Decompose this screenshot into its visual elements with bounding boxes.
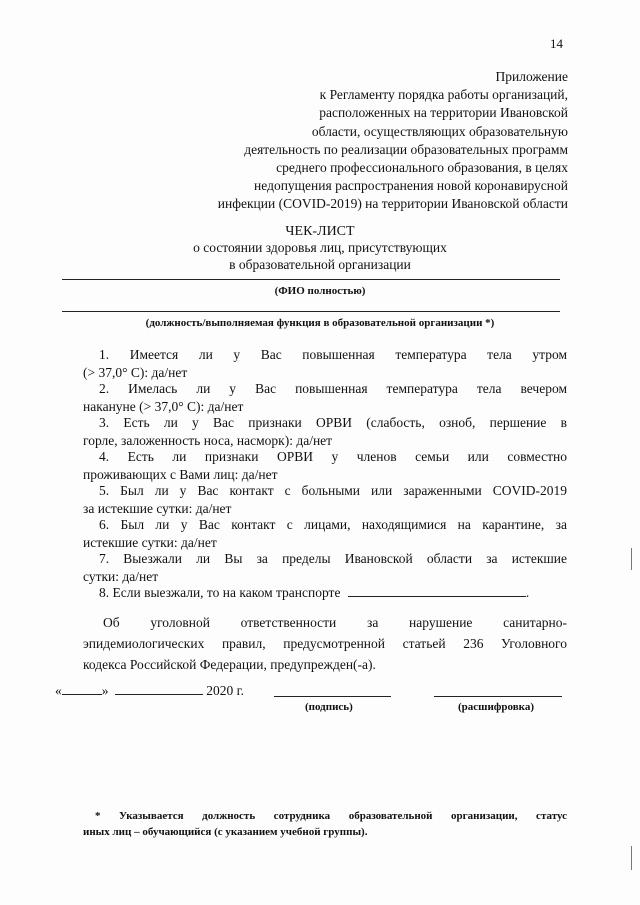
question-item (83, 380, 567, 416)
question-text: 7. Выезжали ли Вы за пределы Ивановской области за истекшие (99, 551, 567, 566)
fio-caption: (ФИО полностью) (274, 285, 366, 297)
scan-edge-mark (631, 846, 632, 870)
open-quote: « (55, 683, 62, 698)
question-text: проживающих с Вами лиц: да/нет (83, 467, 278, 482)
day-field[interactable] (62, 684, 102, 695)
question-text: 8. Если выезжали, то на каком транспорте (99, 585, 341, 600)
question-item (83, 448, 567, 484)
position-line (62, 311, 560, 312)
question-text: (> 37,0° С): да/нет (83, 365, 188, 380)
question-item (83, 550, 567, 586)
date-line (55, 683, 244, 699)
question-text: 1. Имеется ли у Вас повышенная температура тела утром (99, 347, 567, 362)
question-text: истекшие сутки: да/нет (83, 535, 217, 550)
question-item (83, 584, 567, 602)
signature-field[interactable] (274, 696, 391, 697)
document-subtitle (0, 240, 640, 273)
document-title: ЧЕК-ЛИСТ (285, 224, 355, 239)
scan-edge-mark (631, 548, 632, 570)
appendix-line: области, осуществляющих образовательную (311, 123, 568, 139)
subtitle-line: в образовательной организации (229, 256, 411, 272)
subtitle-line: о состоянии здоровья лиц, присутствующих (193, 240, 447, 255)
decode-field[interactable] (434, 696, 562, 697)
appendix-line: расположенных на территории Ивановской (319, 105, 568, 121)
signature-caption: (подпись) (305, 701, 353, 713)
month-field[interactable] (115, 684, 203, 695)
footnote-line: * Указывается должность сотрудника образовательной организации, статус (95, 810, 567, 822)
question-text: 3. Есть ли у Вас признаки ОРВИ (слабость, озноб, першение в (99, 415, 567, 430)
transport-field[interactable] (348, 586, 526, 597)
close-quote: » (101, 683, 109, 698)
question-text: 2. Имелась ли у Вас повышенная температура тела вечером (99, 381, 567, 396)
decode-caption: (расшифровка) (458, 701, 535, 713)
appendix-line: недопущения распространения новой коронавирусной (254, 178, 568, 194)
question-text: накануне (> 37,0° С): да/нет (83, 399, 244, 414)
question-text: 6. Был ли у Вас контакт с лицами, находящимися на карантине, за (99, 517, 567, 532)
footnote-line: иных лиц – обучающийся (с указанием учебной группы). (83, 826, 368, 838)
question-item (83, 482, 567, 518)
position-caption: (должность/выполняемая функция в образовательной организации *) (145, 317, 495, 329)
liability-line: кодекса Российской Федерации, предупрежден(-а). (83, 657, 376, 672)
page-number: 14 (550, 36, 563, 51)
question-text: 4. Есть ли признаки ОРВИ у членов семьи или совместно (99, 449, 567, 464)
question-item (83, 414, 567, 450)
footnote (83, 808, 567, 840)
appendix-line: инфекции (COVID-2019) на территории Ивановской области (217, 196, 568, 212)
liability-line: эпидемиологических правил, предусмотренной статьей 236 Уголовного (83, 636, 567, 651)
appendix-line: Приложение (495, 69, 568, 84)
question-item (83, 516, 567, 552)
appendix-line: к Регламенту порядка работы организаций, (319, 87, 568, 103)
appendix-line: деятельность по реализации образовательных программ (244, 141, 568, 157)
fio-line (62, 279, 560, 280)
year-text: 2020 г. (206, 683, 245, 698)
appendix-header (148, 68, 568, 214)
question-text: 5. Был ли у Вас контакт с больными или зараженными COVID-2019 (99, 483, 567, 498)
liability-notice (83, 612, 567, 675)
question-item (83, 346, 567, 382)
liability-line: Об уголовной ответственности за нарушение санитарно- (103, 615, 567, 630)
appendix-line: среднего профессионального образования, в целях (276, 160, 568, 176)
question-end: . (525, 585, 530, 600)
question-text: горле, заложенность носа, насморк): да/нет (83, 433, 333, 448)
question-text: за истекшие сутки: да/нет (83, 501, 232, 516)
question-text: сутки: да/нет (83, 569, 159, 584)
